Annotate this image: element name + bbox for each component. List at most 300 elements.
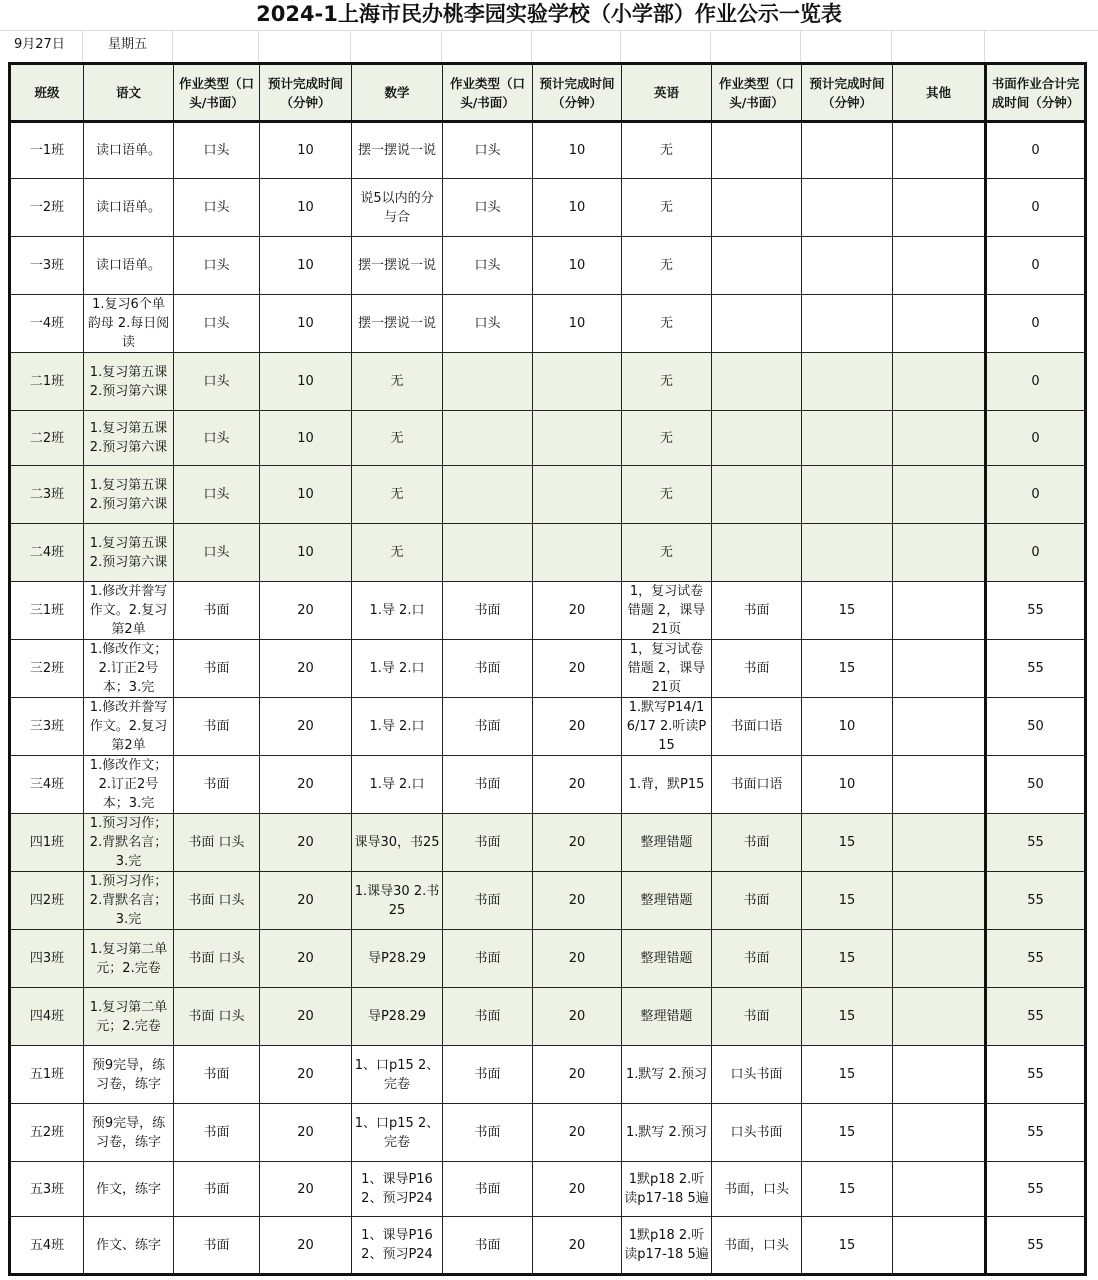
- chinese-type-cell: [174, 872, 260, 930]
- total-cell-text: 0: [1031, 430, 1040, 446]
- homework-table: [8, 62, 1087, 1276]
- chinese-cell: [84, 698, 174, 756]
- math-type-cell: [443, 411, 533, 466]
- chinese-type-cell-text: 口头: [203, 430, 230, 446]
- other-cell: [893, 814, 986, 872]
- other-cell: [893, 295, 986, 353]
- date-bar: [0, 30, 1098, 62]
- chinese-time-cell: [260, 466, 352, 524]
- english-cell: [622, 814, 712, 872]
- other-cell: [893, 1162, 986, 1217]
- chinese-type-cell: [174, 640, 260, 698]
- english-cell: [622, 582, 712, 640]
- math-time-cell-text: 20: [568, 835, 586, 850]
- table-header-row: [10, 64, 1086, 122]
- chinese-time-cell: [260, 582, 352, 640]
- english-cell-text: 无: [659, 487, 673, 502]
- math-time-cell: [533, 1162, 622, 1217]
- english-type-cell: [712, 411, 802, 466]
- class-cell: [10, 353, 84, 411]
- sheet-gridline: [82, 30, 83, 62]
- chinese-cell: [84, 988, 174, 1046]
- table-row: [10, 1104, 1086, 1162]
- chinese-time-cell: [260, 988, 352, 1046]
- math-cell-text: 1、课导P16 2、预习P24: [361, 1228, 433, 1262]
- table-row: [10, 1217, 1086, 1275]
- math-cell: [352, 1162, 443, 1217]
- english-type-cell: [712, 1104, 802, 1162]
- class-cell-text: 二4班: [29, 545, 65, 560]
- math-time-cell-text: 20: [568, 661, 586, 676]
- math-time-cell-text: 20: [568, 1181, 586, 1197]
- table-row: [10, 1046, 1086, 1104]
- chinese-cell: [84, 524, 174, 582]
- english-time-cell: [802, 237, 893, 295]
- english-type-cell: [712, 582, 802, 640]
- chinese-time-cell: [260, 1104, 352, 1162]
- table-row: [10, 640, 1086, 698]
- math-type-cell-text: 书面: [474, 1125, 501, 1140]
- chinese-type-cell: [174, 122, 260, 179]
- english-type-cell-text: 书面口语: [730, 719, 783, 734]
- chinese-time-cell: [260, 640, 352, 698]
- total-cell: [986, 640, 1086, 698]
- english-time-cell: [802, 295, 893, 353]
- table-row: [10, 1162, 1086, 1217]
- total-cell: [986, 1046, 1086, 1104]
- class-cell: [10, 872, 84, 930]
- chinese-type-cell: [174, 988, 260, 1046]
- sheet-gridline: [984, 30, 985, 62]
- math-cell-text: 课导30，书25: [354, 835, 440, 850]
- chinese-cell-text: 预9完导，练习卷，练字: [91, 1115, 166, 1150]
- english-cell-text: 无: [659, 200, 673, 215]
- math-time-cell: [533, 179, 622, 237]
- chinese-cell: [84, 872, 174, 930]
- english-time-cell-text: 15: [838, 1009, 856, 1024]
- english-cell-text: 无: [659, 316, 673, 331]
- class-cell-text: 四3班: [29, 951, 65, 966]
- total-cell-text: 55: [1027, 1181, 1044, 1197]
- math-time-cell: [533, 237, 622, 295]
- math-type-cell-text: 书面: [474, 777, 501, 792]
- chinese-type-cell-text: 书面: [203, 777, 230, 792]
- chinese-type-cell: [174, 1104, 260, 1162]
- math-type-cell: [443, 524, 533, 582]
- total-cell-text: 0: [1031, 258, 1040, 273]
- english-type-cell-text: 书面: [743, 661, 770, 676]
- total-cell: [986, 1162, 1086, 1217]
- math-cell: [352, 179, 443, 237]
- math-time-cell-text: 10: [568, 143, 586, 158]
- total-cell-text: 55: [1027, 1067, 1044, 1082]
- math-time-cell-text: 10: [568, 200, 586, 215]
- chinese-type-cell: [174, 411, 260, 466]
- chinese-time-cell: [260, 1046, 352, 1104]
- class-cell-text: 三2班: [29, 661, 65, 676]
- english-time-cell: [802, 1104, 893, 1162]
- math-type-cell-text: 书面: [474, 1237, 501, 1253]
- chinese-cell: [84, 179, 174, 237]
- total-cell-text: 55: [1027, 893, 1044, 908]
- class-cell-text: 五4班: [29, 1237, 65, 1253]
- total-cell: [986, 930, 1086, 988]
- other-cell: [893, 988, 986, 1046]
- math-time-cell-text: 20: [568, 1009, 586, 1024]
- math-time-cell: [533, 466, 622, 524]
- math-type-cell: [443, 640, 533, 698]
- math-type-cell-text: 口头: [474, 143, 501, 158]
- other-cell: [893, 930, 986, 988]
- english-time-cell-text: 15: [838, 951, 856, 966]
- total-cell: [986, 872, 1086, 930]
- math-time-cell: [533, 698, 622, 756]
- math-time-cell: [533, 814, 622, 872]
- chinese-time-cell-text: 20: [297, 1237, 314, 1253]
- math-cell-text: 摆一摆说一说: [357, 316, 436, 331]
- class-cell-text: 三4班: [29, 777, 65, 792]
- chinese-type-cell: [174, 756, 260, 814]
- table-row: [10, 237, 1086, 295]
- english-cell: [622, 1046, 712, 1104]
- class-cell-text: 三3班: [29, 719, 65, 734]
- total-cell: [986, 756, 1086, 814]
- class-cell: [10, 814, 84, 872]
- other-cell: [893, 122, 986, 179]
- math-type-cell: [443, 179, 533, 237]
- header-english-time: 预计完成时间（分钟）: [802, 64, 893, 122]
- math-cell-text: 导P28.29: [367, 1009, 427, 1024]
- class-cell: [10, 295, 84, 353]
- class-cell-text: 四4班: [29, 1009, 65, 1024]
- table-row: [10, 179, 1086, 237]
- chinese-cell-text: 作文，练字: [95, 1181, 161, 1197]
- math-type-cell: [443, 1217, 533, 1275]
- chinese-time-cell-text: 20: [297, 1125, 314, 1140]
- chinese-type-cell-text: 书面: [203, 603, 230, 618]
- math-time-cell-text: 10: [568, 258, 586, 273]
- sheet-gridline: [891, 30, 892, 62]
- english-type-cell: [712, 466, 802, 524]
- english-type-cell: [712, 814, 802, 872]
- math-time-cell: [533, 524, 622, 582]
- math-time-cell-text: 20: [568, 719, 586, 734]
- english-cell-text: 无: [659, 430, 673, 446]
- sheet-gridline: [258, 30, 259, 62]
- table-row: [10, 582, 1086, 640]
- class-cell: [10, 466, 84, 524]
- table-row: [10, 411, 1086, 466]
- header-english: 英语: [622, 64, 712, 122]
- sheet-gridline: [531, 30, 532, 62]
- class-cell: [10, 122, 84, 179]
- chinese-type-cell-text: 口头: [203, 143, 230, 158]
- chinese-cell-text: 1.复习第五课2.预习第六课: [89, 535, 168, 570]
- total-cell: [986, 237, 1086, 295]
- english-type-cell: [712, 295, 802, 353]
- math-cell: [352, 640, 443, 698]
- chinese-cell: [84, 411, 174, 466]
- english-time-cell: [802, 122, 893, 179]
- chinese-time-cell: [260, 756, 352, 814]
- total-cell-text: 0: [1031, 545, 1040, 560]
- english-type-cell-text: 书面，口头: [723, 1181, 789, 1197]
- chinese-cell-text: 作文、练字: [95, 1237, 161, 1253]
- class-cell: [10, 698, 84, 756]
- class-cell-text: 五1班: [29, 1067, 65, 1082]
- english-time-cell-text: 10: [838, 777, 856, 792]
- chinese-time-cell-text: 20: [297, 777, 314, 792]
- math-time-cell-text: 20: [568, 603, 586, 618]
- chinese-time-cell-text: 20: [297, 603, 314, 618]
- english-cell: [622, 466, 712, 524]
- chinese-cell-text: 读口语单。: [95, 143, 161, 158]
- other-cell: [893, 237, 986, 295]
- english-time-cell-text: 15: [838, 661, 856, 676]
- total-cell: [986, 698, 1086, 756]
- class-cell-text: 四1班: [29, 835, 65, 850]
- math-time-cell: [533, 1104, 622, 1162]
- math-cell: [352, 930, 443, 988]
- sheet-gridline: [710, 30, 711, 62]
- total-cell: [986, 295, 1086, 353]
- math-time-cell: [533, 756, 622, 814]
- header-other: 其他: [893, 64, 986, 122]
- math-time-cell: [533, 988, 622, 1046]
- other-cell: [893, 179, 986, 237]
- english-cell: [622, 1162, 712, 1217]
- chinese-type-cell: [174, 698, 260, 756]
- english-type-cell-text: 书面: [743, 835, 770, 850]
- chinese-time-cell-text: 20: [297, 661, 314, 676]
- class-cell-text: 三1班: [29, 603, 65, 618]
- class-cell: [10, 582, 84, 640]
- english-type-cell: [712, 988, 802, 1046]
- math-time-cell-text: 20: [568, 1237, 586, 1253]
- english-cell-text: 1.默写 2.预习: [626, 1125, 707, 1140]
- header-math: 数学: [352, 64, 443, 122]
- date-label: 9月27日: [14, 37, 65, 52]
- chinese-time-cell-text: 10: [297, 316, 314, 331]
- other-cell: [893, 698, 986, 756]
- chinese-type-cell: [174, 295, 260, 353]
- total-cell: [986, 582, 1086, 640]
- math-cell: [352, 872, 443, 930]
- chinese-time-cell: [260, 122, 352, 179]
- english-cell: [622, 411, 712, 466]
- other-cell: [893, 756, 986, 814]
- math-type-cell-text: 书面: [474, 893, 501, 908]
- other-cell: [893, 582, 986, 640]
- math-type-cell-text: 口头: [474, 200, 501, 215]
- english-type-cell-text: 书面: [743, 1009, 770, 1024]
- math-cell-text: 无: [390, 430, 404, 446]
- table-body: [10, 122, 1086, 1275]
- chinese-time-cell-text: 10: [297, 374, 314, 389]
- english-cell-text: 整理错题: [640, 951, 693, 966]
- total-cell-text: 55: [1027, 603, 1044, 618]
- math-type-cell-text: 书面: [474, 661, 501, 676]
- chinese-cell-text: 1.修改并誊写作文。2.复习第2单: [89, 584, 168, 637]
- math-cell-text: 1、课导P16 2、预习P24: [361, 1172, 433, 1206]
- english-time-cell: [802, 411, 893, 466]
- chinese-type-cell-text: 口头: [203, 258, 230, 273]
- class-cell-text: 四2班: [29, 893, 65, 908]
- class-cell: [10, 1046, 84, 1104]
- math-type-cell: [443, 1162, 533, 1217]
- math-cell-text: 1.导 2.口: [369, 777, 425, 792]
- math-cell-text: 1.导 2.口: [369, 661, 425, 676]
- header-chinese-time: 预计完成时间（分钟）: [260, 64, 352, 122]
- class-cell-text: 二2班: [29, 430, 65, 446]
- english-time-cell: [802, 814, 893, 872]
- math-cell: [352, 698, 443, 756]
- class-cell: [10, 1162, 84, 1217]
- chinese-time-cell: [260, 1162, 352, 1217]
- class-cell: [10, 930, 84, 988]
- table-row: [10, 814, 1086, 872]
- english-cell: [622, 640, 712, 698]
- english-cell-text: 1默p18 2.听读p17-18 5遍: [624, 1172, 709, 1206]
- math-time-cell: [533, 640, 622, 698]
- total-cell: [986, 988, 1086, 1046]
- math-type-cell-text: 书面: [474, 719, 501, 734]
- math-cell: [352, 411, 443, 466]
- english-cell-text: 1，复习试卷错题 2，课导21页: [627, 584, 706, 637]
- math-cell-text: 1、口p15 2、完卷: [354, 1057, 440, 1092]
- header-math-type: 作业类型（口头/书面）: [443, 64, 533, 122]
- sheet-gridline: [0, 30, 1098, 31]
- math-cell: [352, 295, 443, 353]
- math-type-cell-text: 书面: [474, 1181, 501, 1197]
- table-row: [10, 295, 1086, 353]
- class-cell: [10, 756, 84, 814]
- math-cell-text: 1.课导30 2.书25: [354, 883, 440, 918]
- math-cell-text: 无: [390, 545, 404, 560]
- total-cell-text: 0: [1031, 487, 1040, 502]
- header-math-time: 预计完成时间（分钟）: [533, 64, 622, 122]
- total-cell: [986, 814, 1086, 872]
- english-cell: [622, 698, 712, 756]
- class-cell: [10, 179, 84, 237]
- total-cell: [986, 353, 1086, 411]
- chinese-cell-text: 1.修改作文；2.订正2号本；3.完: [89, 758, 168, 811]
- english-time-cell: [802, 930, 893, 988]
- class-cell: [10, 411, 84, 466]
- english-time-cell-text: 15: [838, 835, 856, 850]
- class-cell: [10, 640, 84, 698]
- english-type-cell: [712, 872, 802, 930]
- english-type-cell: [712, 1217, 802, 1275]
- math-type-cell-text: 口头: [474, 258, 501, 273]
- chinese-time-cell: [260, 524, 352, 582]
- english-time-cell: [802, 1162, 893, 1217]
- math-type-cell: [443, 872, 533, 930]
- english-cell-text: 1.默写P14/16/17 2.听读P15: [626, 700, 707, 753]
- chinese-time-cell: [260, 814, 352, 872]
- chinese-time-cell-text: 20: [297, 719, 314, 734]
- chinese-cell: [84, 1217, 174, 1275]
- class-cell-text: 一4班: [29, 316, 65, 331]
- chinese-cell-text: 1.复习第五课2.预习第六课: [89, 364, 168, 399]
- other-cell: [893, 1104, 986, 1162]
- chinese-cell-text: 读口语单。: [95, 200, 161, 215]
- header-total: 书面作业合计完成时间（分钟）: [986, 64, 1086, 122]
- english-type-cell: [712, 930, 802, 988]
- header-chinese-type: 作业类型（口头/书面）: [174, 64, 260, 122]
- total-cell-text: 0: [1031, 200, 1040, 215]
- total-cell-text: 55: [1027, 661, 1044, 676]
- chinese-type-cell-text: 书面: [203, 719, 230, 734]
- class-cell-text: 二3班: [29, 487, 65, 502]
- english-type-cell-text: 书面口语: [730, 777, 783, 792]
- table-row: [10, 353, 1086, 411]
- total-cell: [986, 524, 1086, 582]
- math-type-cell: [443, 756, 533, 814]
- chinese-type-cell-text: 书面: [203, 1237, 230, 1253]
- math-type-cell: [443, 582, 533, 640]
- english-cell-text: 无: [659, 374, 673, 389]
- chinese-type-cell-text: 口头: [203, 487, 230, 502]
- chinese-type-cell-text: 书面 口头: [188, 893, 245, 908]
- english-time-cell: [802, 698, 893, 756]
- english-cell: [622, 237, 712, 295]
- english-cell: [622, 1217, 712, 1275]
- english-cell-text: 1.默写 2.预习: [626, 1067, 707, 1082]
- english-cell: [622, 1104, 712, 1162]
- chinese-time-cell-text: 10: [297, 430, 314, 446]
- math-cell: [352, 353, 443, 411]
- math-cell-text: 无: [390, 487, 404, 502]
- english-time-cell: [802, 582, 893, 640]
- math-cell-text: 1、口p15 2、完卷: [354, 1115, 440, 1150]
- chinese-type-cell: [174, 1162, 260, 1217]
- english-type-cell: [712, 1046, 802, 1104]
- english-cell: [622, 353, 712, 411]
- chinese-cell: [84, 582, 174, 640]
- class-cell: [10, 1217, 84, 1275]
- english-time-cell-text: 15: [838, 1067, 856, 1082]
- math-type-cell: [443, 353, 533, 411]
- total-cell: [986, 411, 1086, 466]
- english-time-cell: [802, 466, 893, 524]
- chinese-type-cell-text: 口头: [203, 316, 230, 331]
- english-type-cell-text: 书面，口头: [723, 1237, 789, 1253]
- math-type-cell-text: 口头: [474, 316, 501, 331]
- chinese-cell: [84, 1046, 174, 1104]
- chinese-time-cell-text: 20: [297, 1067, 314, 1082]
- math-time-cell: [533, 353, 622, 411]
- math-type-cell-text: 书面: [474, 603, 501, 618]
- math-type-cell: [443, 930, 533, 988]
- chinese-cell: [84, 1162, 174, 1217]
- chinese-type-cell: [174, 930, 260, 988]
- class-cell-text: 一2班: [29, 200, 65, 215]
- chinese-type-cell-text: 书面: [203, 661, 230, 676]
- total-cell-text: 0: [1031, 374, 1040, 389]
- chinese-cell: [84, 353, 174, 411]
- chinese-time-cell: [260, 1217, 352, 1275]
- chinese-type-cell: [174, 1046, 260, 1104]
- chinese-time-cell: [260, 411, 352, 466]
- chinese-time-cell-text: 20: [297, 893, 314, 908]
- chinese-type-cell-text: 书面 口头: [188, 1009, 245, 1024]
- english-time-cell-text: 15: [838, 1181, 856, 1197]
- math-cell: [352, 122, 443, 179]
- math-time-cell: [533, 411, 622, 466]
- chinese-time-cell-text: 10: [297, 258, 314, 273]
- total-cell-text: 50: [1027, 719, 1044, 734]
